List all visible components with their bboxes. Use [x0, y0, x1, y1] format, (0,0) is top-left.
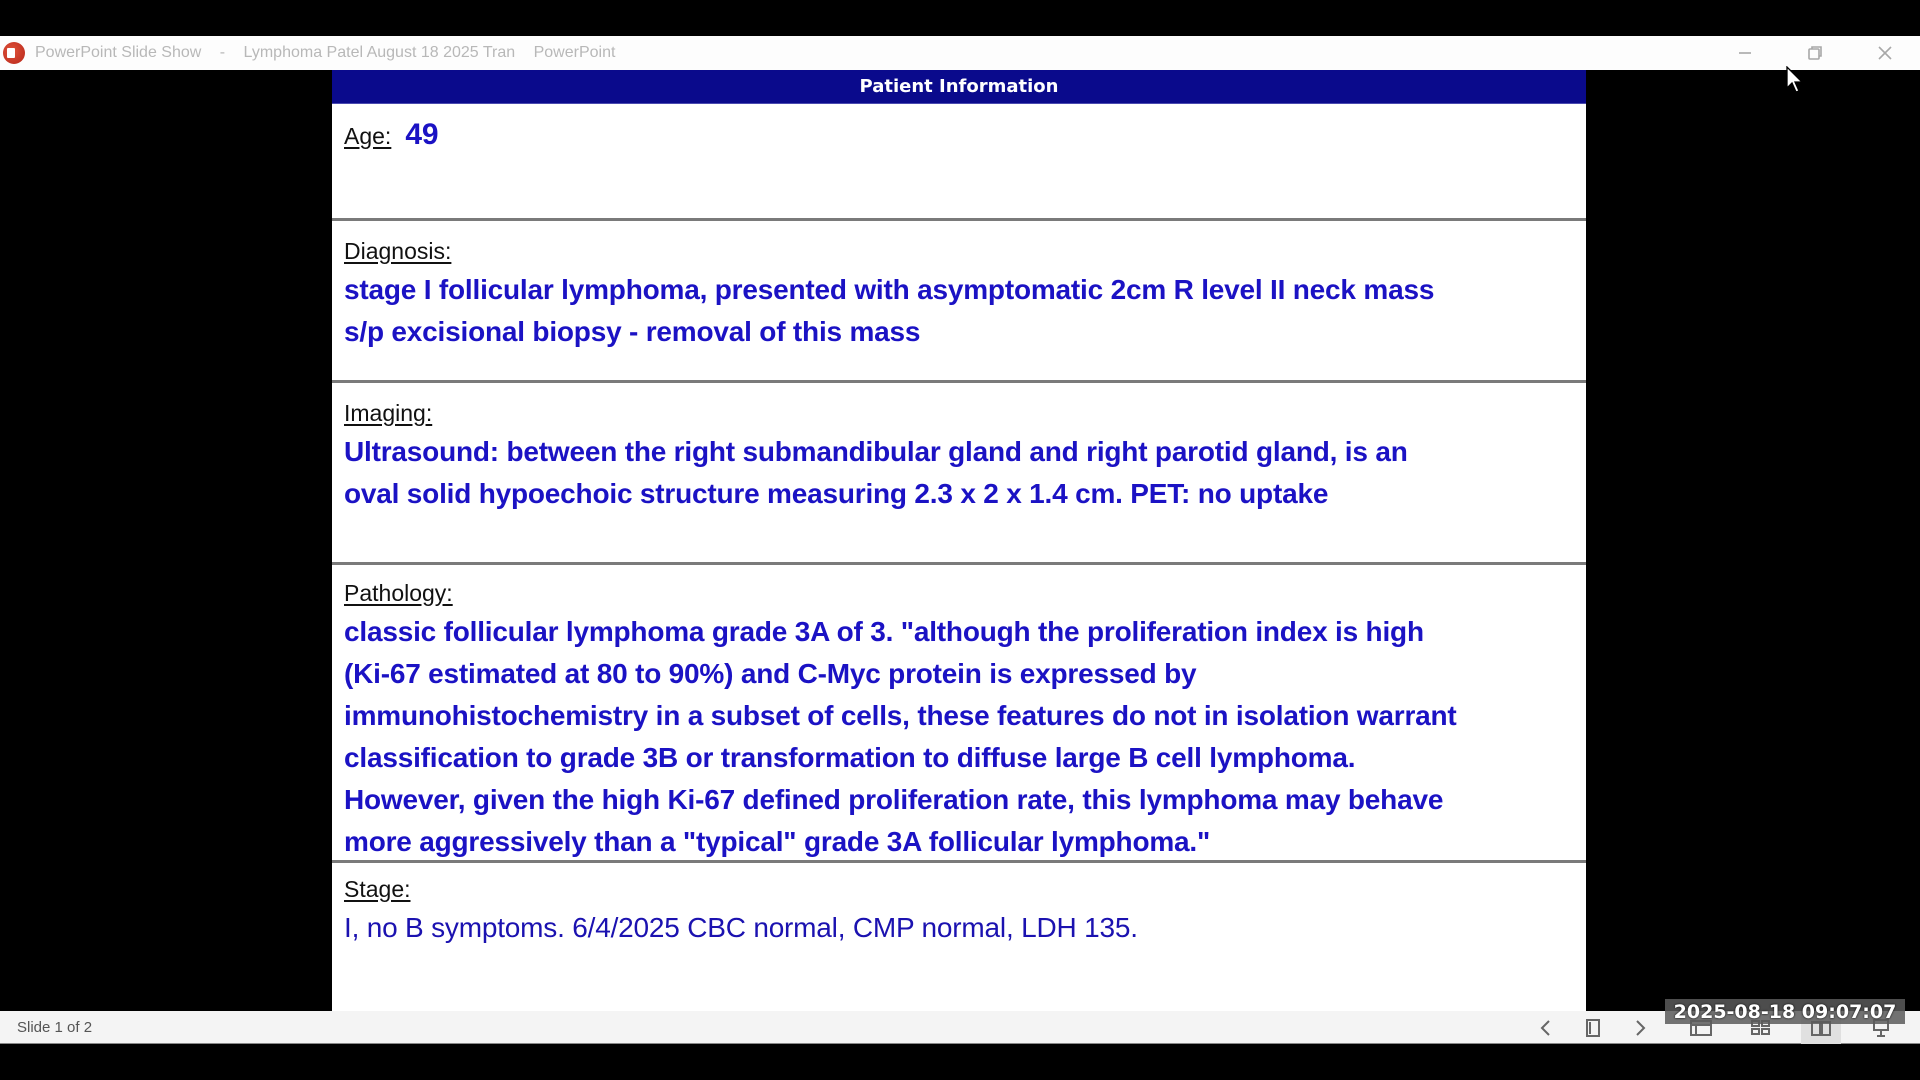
- powerpoint-logo-icon: [3, 42, 25, 64]
- pathology-line: immunohistochemistry in a subset of cells, these features do not in isolation warrant: [344, 700, 1457, 731]
- stage-label: Stage:: [344, 875, 411, 902]
- slideshow-statusbar: [0, 1011, 1920, 1044]
- title-app-name: PowerPoint: [533, 44, 616, 61]
- diagnosis-line: s/p excisional biopsy - removal of this mass: [344, 316, 921, 347]
- notes-button[interactable]: [1573, 1011, 1613, 1044]
- diagnosis-label: Diagnosis:: [344, 237, 452, 264]
- chevron-left-icon: [1539, 1019, 1551, 1037]
- pathology-line: classification to grade 3B or transformation to diffuse large B cell lymphoma.: [344, 742, 1356, 773]
- close-button[interactable]: [1850, 36, 1920, 70]
- minimize-icon: [1738, 46, 1752, 60]
- pathology-line: However, given the high Ki-67 defined proliferation rate, this lymphoma may behave: [344, 784, 1444, 815]
- slide-canvas[interactable]: [332, 70, 1586, 1011]
- previous-slide-button[interactable]: [1525, 1011, 1565, 1044]
- title-app-mode: PowerPoint Slide Show: [35, 44, 202, 61]
- stage-line: I, no B symptoms. 6/4/2025 CBC normal, CMP normal, LDH 135.: [344, 912, 1138, 943]
- restore-icon: [1807, 45, 1823, 61]
- age-label: Age:: [344, 123, 392, 149]
- age-value: 49: [405, 118, 439, 151]
- notes-icon: [1585, 1018, 1601, 1038]
- restore-button[interactable]: [1780, 36, 1850, 70]
- diagnosis-line: stage I follicular lymphoma, presented with asymptomatic 2cm R level II neck mass: [344, 274, 1435, 305]
- title-separator: -: [219, 44, 226, 61]
- minimize-button[interactable]: [1710, 36, 1780, 70]
- pathology-line: classic follicular lymphoma grade 3A of 3. "although the proliferation index is high: [344, 616, 1424, 647]
- section-age: [332, 104, 1586, 221]
- pathology-label: Pathology:: [344, 579, 453, 606]
- window-controls: [1710, 36, 1920, 70]
- pathology-line: (Ki-67 estimated at 80 to 90%) and C-Myc protein is expressed by: [344, 658, 1197, 689]
- slide-header: Patient Information: [332, 70, 1586, 104]
- slide-counter: Slide 1 of 2: [17, 1018, 93, 1036]
- section-pathology: [332, 565, 1586, 863]
- pathology-line: more aggressively than a "typical" grade 3A follicular lymphoma.": [344, 826, 1211, 857]
- mouse-cursor-icon: [1786, 66, 1806, 94]
- imaging-line: Ultrasound: between the right submandibular gland and right parotid gland, is an: [344, 436, 1408, 467]
- section-stage: [332, 863, 1586, 1024]
- imaging-label: Imaging:: [344, 399, 433, 426]
- imaging-line: oval solid hypoechoic structure measuring 2.3 x 2 x 1.4 cm. PET: no uptake: [344, 478, 1329, 509]
- timestamp-overlay: 2025-08-18 09:07:07: [1665, 999, 1905, 1024]
- window-title: [35, 44, 629, 62]
- close-icon: [1877, 45, 1893, 61]
- title-filename: Lymphoma Patel August 18 2025 Tran: [243, 44, 516, 61]
- window-titlebar: [0, 36, 1920, 70]
- section-diagnosis: [332, 221, 1586, 383]
- section-imaging: [332, 383, 1586, 565]
- next-slide-button[interactable]: [1621, 1011, 1661, 1044]
- chevron-right-icon: [1635, 1019, 1647, 1037]
